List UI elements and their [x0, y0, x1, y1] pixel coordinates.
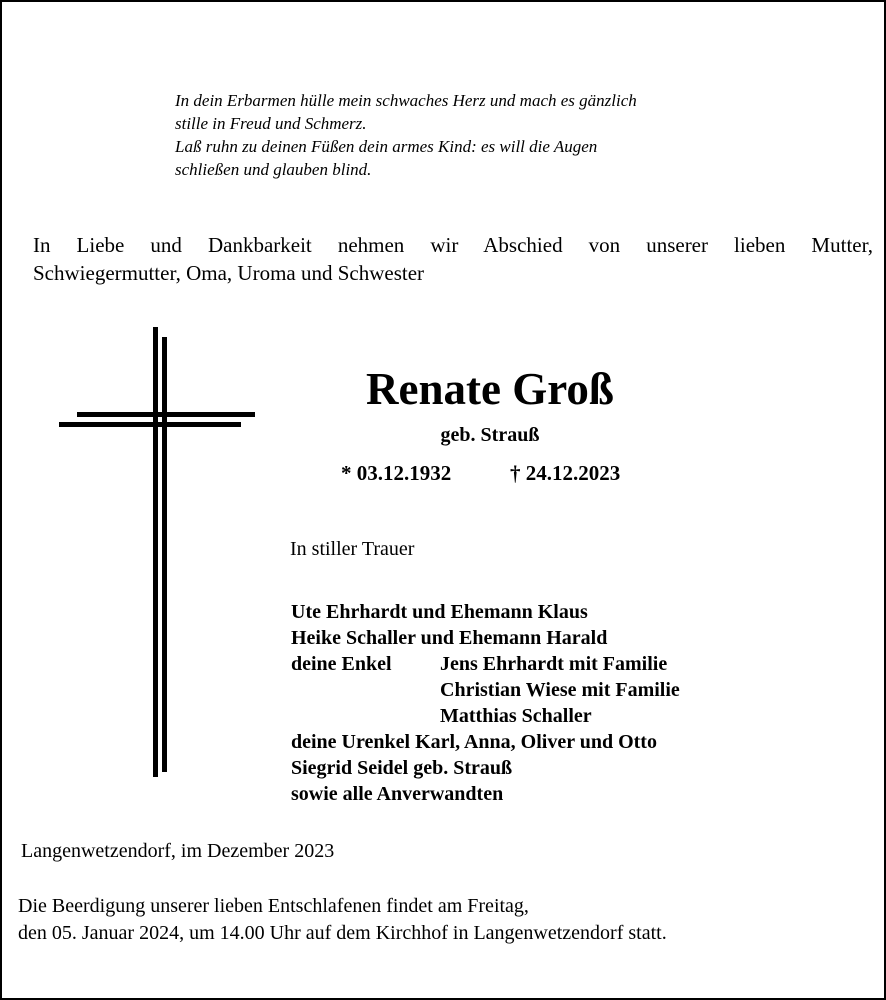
mourner-detail: Matthias Schaller — [440, 705, 592, 727]
cross-vertical-bar — [153, 327, 158, 777]
poem-line: In dein Erbarmen hülle mein schwaches Herz und mach es gänzlich — [175, 91, 637, 110]
poem-verse — [175, 89, 637, 181]
cross-horizontal-bar-inner — [59, 422, 241, 427]
place-and-date: Langenwetzendorf, im Dezember 2023 — [21, 840, 335, 862]
farewell-intro — [33, 231, 873, 287]
mourner-label: Ute Ehrhardt und Ehemann Klaus — [291, 601, 588, 623]
mourner-label: Siegrid Seidel geb. Strauß — [291, 757, 513, 779]
mourner-detail: Jens Ehrhardt mit Familie — [440, 653, 668, 675]
intro-line: Schwiegermutter, Oma, Uroma und Schwester — [33, 261, 425, 285]
funeral-line: Die Beerdigung unserer lieben Entschlafenen findet am Freitag, — [18, 895, 529, 917]
funeral-notice — [18, 893, 667, 947]
deceased-name: Renate Groß — [366, 364, 614, 414]
mourner-detail: Christian Wiese mit Familie — [440, 679, 680, 701]
poem-line: stille in Freud und Schmerz. — [175, 114, 367, 133]
cross-vertical-bar-inner — [162, 337, 167, 772]
maiden-name: geb. Strauß — [440, 424, 540, 446]
mourner-label: deine Urenkel Karl, Anna, Oliver und Otto — [291, 731, 657, 753]
poem-line: Laß ruhn zu deinen Füßen dein armes Kind: es will die Augen — [175, 137, 598, 156]
death-date: † 24.12.2023 — [510, 461, 621, 485]
mourner-label: sowie alle Anverwandten — [291, 783, 504, 805]
intro-line: In Liebe und Dankbarkeit nehmen wir Abschied von unserer lieben Mutter, — [33, 233, 873, 257]
cross-horizontal-bar — [77, 412, 255, 417]
funeral-line: den 05. Januar 2024, um 14.00 Uhr auf dem Kirchhof in Langenwetzendorf statt. — [18, 922, 667, 944]
mourning-heading: In stiller Trauer — [290, 538, 415, 560]
mourner-label: deine Enkel — [291, 653, 392, 675]
poem-line: schließen und glauben blind. — [175, 160, 372, 179]
birth-date: * 03.12.1932 — [341, 461, 452, 485]
latin-cross-icon — [55, 327, 260, 782]
mourner-label: Heike Schaller und Ehemann Harald — [291, 627, 608, 649]
